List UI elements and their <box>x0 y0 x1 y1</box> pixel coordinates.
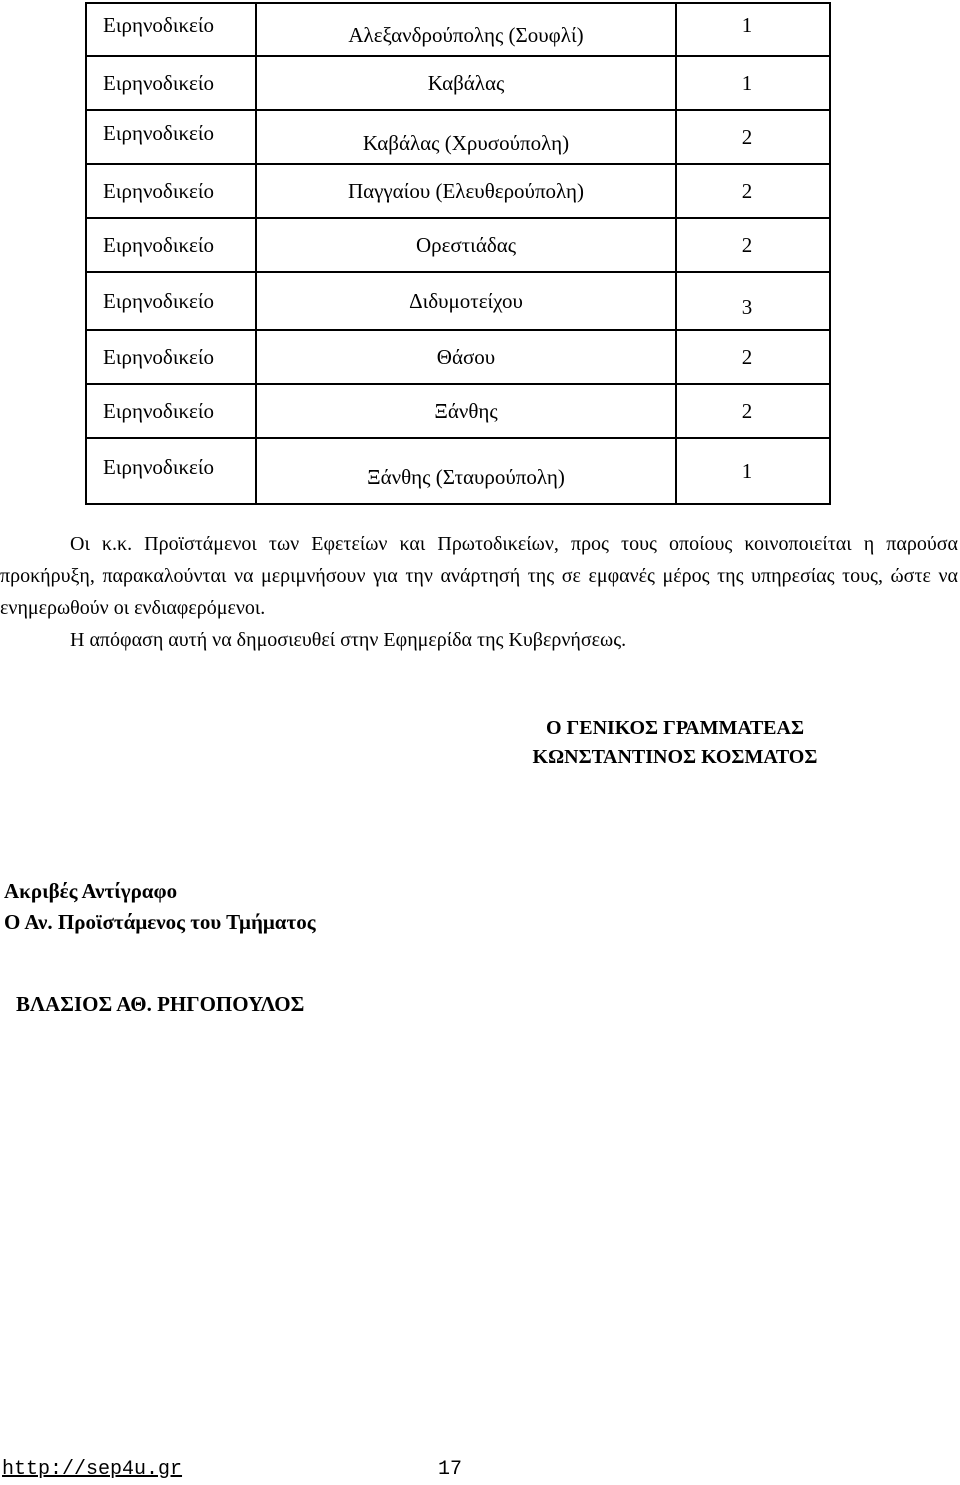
court-type-cell: Ειρηνοδικείο <box>86 384 256 438</box>
court-count-cell: 2 <box>676 110 830 164</box>
court-location-cell: Καβάλας (Χρυσούπολη) <box>256 110 676 164</box>
court-location-cell: Αλεξανδρούπολης (Σουφλί) <box>256 3 676 56</box>
footer-link[interactable]: http://sep4u.gr <box>2 1458 183 1481</box>
table-row <box>86 438 830 504</box>
court-location-cell: Θάσου <box>256 330 676 384</box>
court-type-cell: Ειρηνοδικείο <box>86 164 256 218</box>
courts-table <box>85 2 831 505</box>
publication-paragraph: Η απόφαση αυτή να δημοσιευθεί στην Εφημερίδα της Κυβερνήσεως. <box>70 629 627 651</box>
table-row <box>86 218 830 272</box>
court-count-cell: 2 <box>676 164 830 218</box>
court-count-cell: 1 <box>676 56 830 110</box>
signatory-name: ΚΩΝΣΤΑΝΤΙΝΟΣ ΚΟΣΜΑΤΟΣ <box>532 746 818 768</box>
court-type-cell: Ειρηνοδικείο <box>86 110 256 164</box>
certification-block <box>4 876 316 938</box>
court-location-cell: Ξάνθης (Σταυρούπολη) <box>256 438 676 504</box>
certified-copy-label: Ακριβές Αντίγραφο <box>4 879 178 903</box>
court-type-cell: Ειρηνοδικείο <box>86 218 256 272</box>
court-type-cell: Ειρηνοδικείο <box>86 272 256 330</box>
signature-block <box>470 714 880 772</box>
court-location-cell: Ορεστιάδας <box>256 218 676 272</box>
court-type-cell: Ειρηνοδικείο <box>86 3 256 56</box>
court-count-cell: 1 <box>676 438 830 504</box>
table-row <box>86 3 830 56</box>
table-row <box>86 330 830 384</box>
court-type-cell: Ειρηνοδικείο <box>86 330 256 384</box>
court-location-cell: Ξάνθης <box>256 384 676 438</box>
posting-instruction-paragraph: Οι κ.κ. Προϊστάμενοι των Εφετείων και Πρωτοδικείων, προς τους οποίους κοινοποιείται η παρούσα προκήρυξη, παρακαλούνται να μεριμνήσουν για την ανάρτησή της σε εμφανές μέρος της υπηρεσίας τους, ώστε να ενημερωθούν οι ενδιαφερόμενοι. <box>0 533 958 619</box>
signatory-title: Ο ΓΕΝΙΚΟΣ ΓΡΑΜΜΑΤΕΑΣ <box>545 717 805 739</box>
table-row <box>86 56 830 110</box>
table-row <box>86 164 830 218</box>
court-location-cell: Διδυμοτείχου <box>256 272 676 330</box>
court-count-cell: 2 <box>676 218 830 272</box>
table-row <box>86 384 830 438</box>
page-number: 17 <box>438 1458 463 1481</box>
table-row <box>86 110 830 164</box>
court-type-cell: Ειρηνοδικείο <box>86 438 256 504</box>
court-location-cell: Παγγαίου (Ελευθερούπολη) <box>256 164 676 218</box>
court-count-cell: 2 <box>676 384 830 438</box>
court-count-cell: 2 <box>676 330 830 384</box>
certifier-name: ΒΛΑΣΙΟΣ ΑΘ. ΡΗΓΟΠΟΥΛΟΣ <box>16 992 305 1016</box>
table-row <box>86 272 830 330</box>
certifier-title: Ο Αν. Προϊστάμενος του Τμήματος <box>4 910 316 934</box>
court-count-cell: 1 <box>676 3 830 56</box>
court-location-cell: Καβάλας <box>256 56 676 110</box>
court-type-cell: Ειρηνοδικείο <box>86 56 256 110</box>
court-count-cell: 3 <box>676 272 830 330</box>
